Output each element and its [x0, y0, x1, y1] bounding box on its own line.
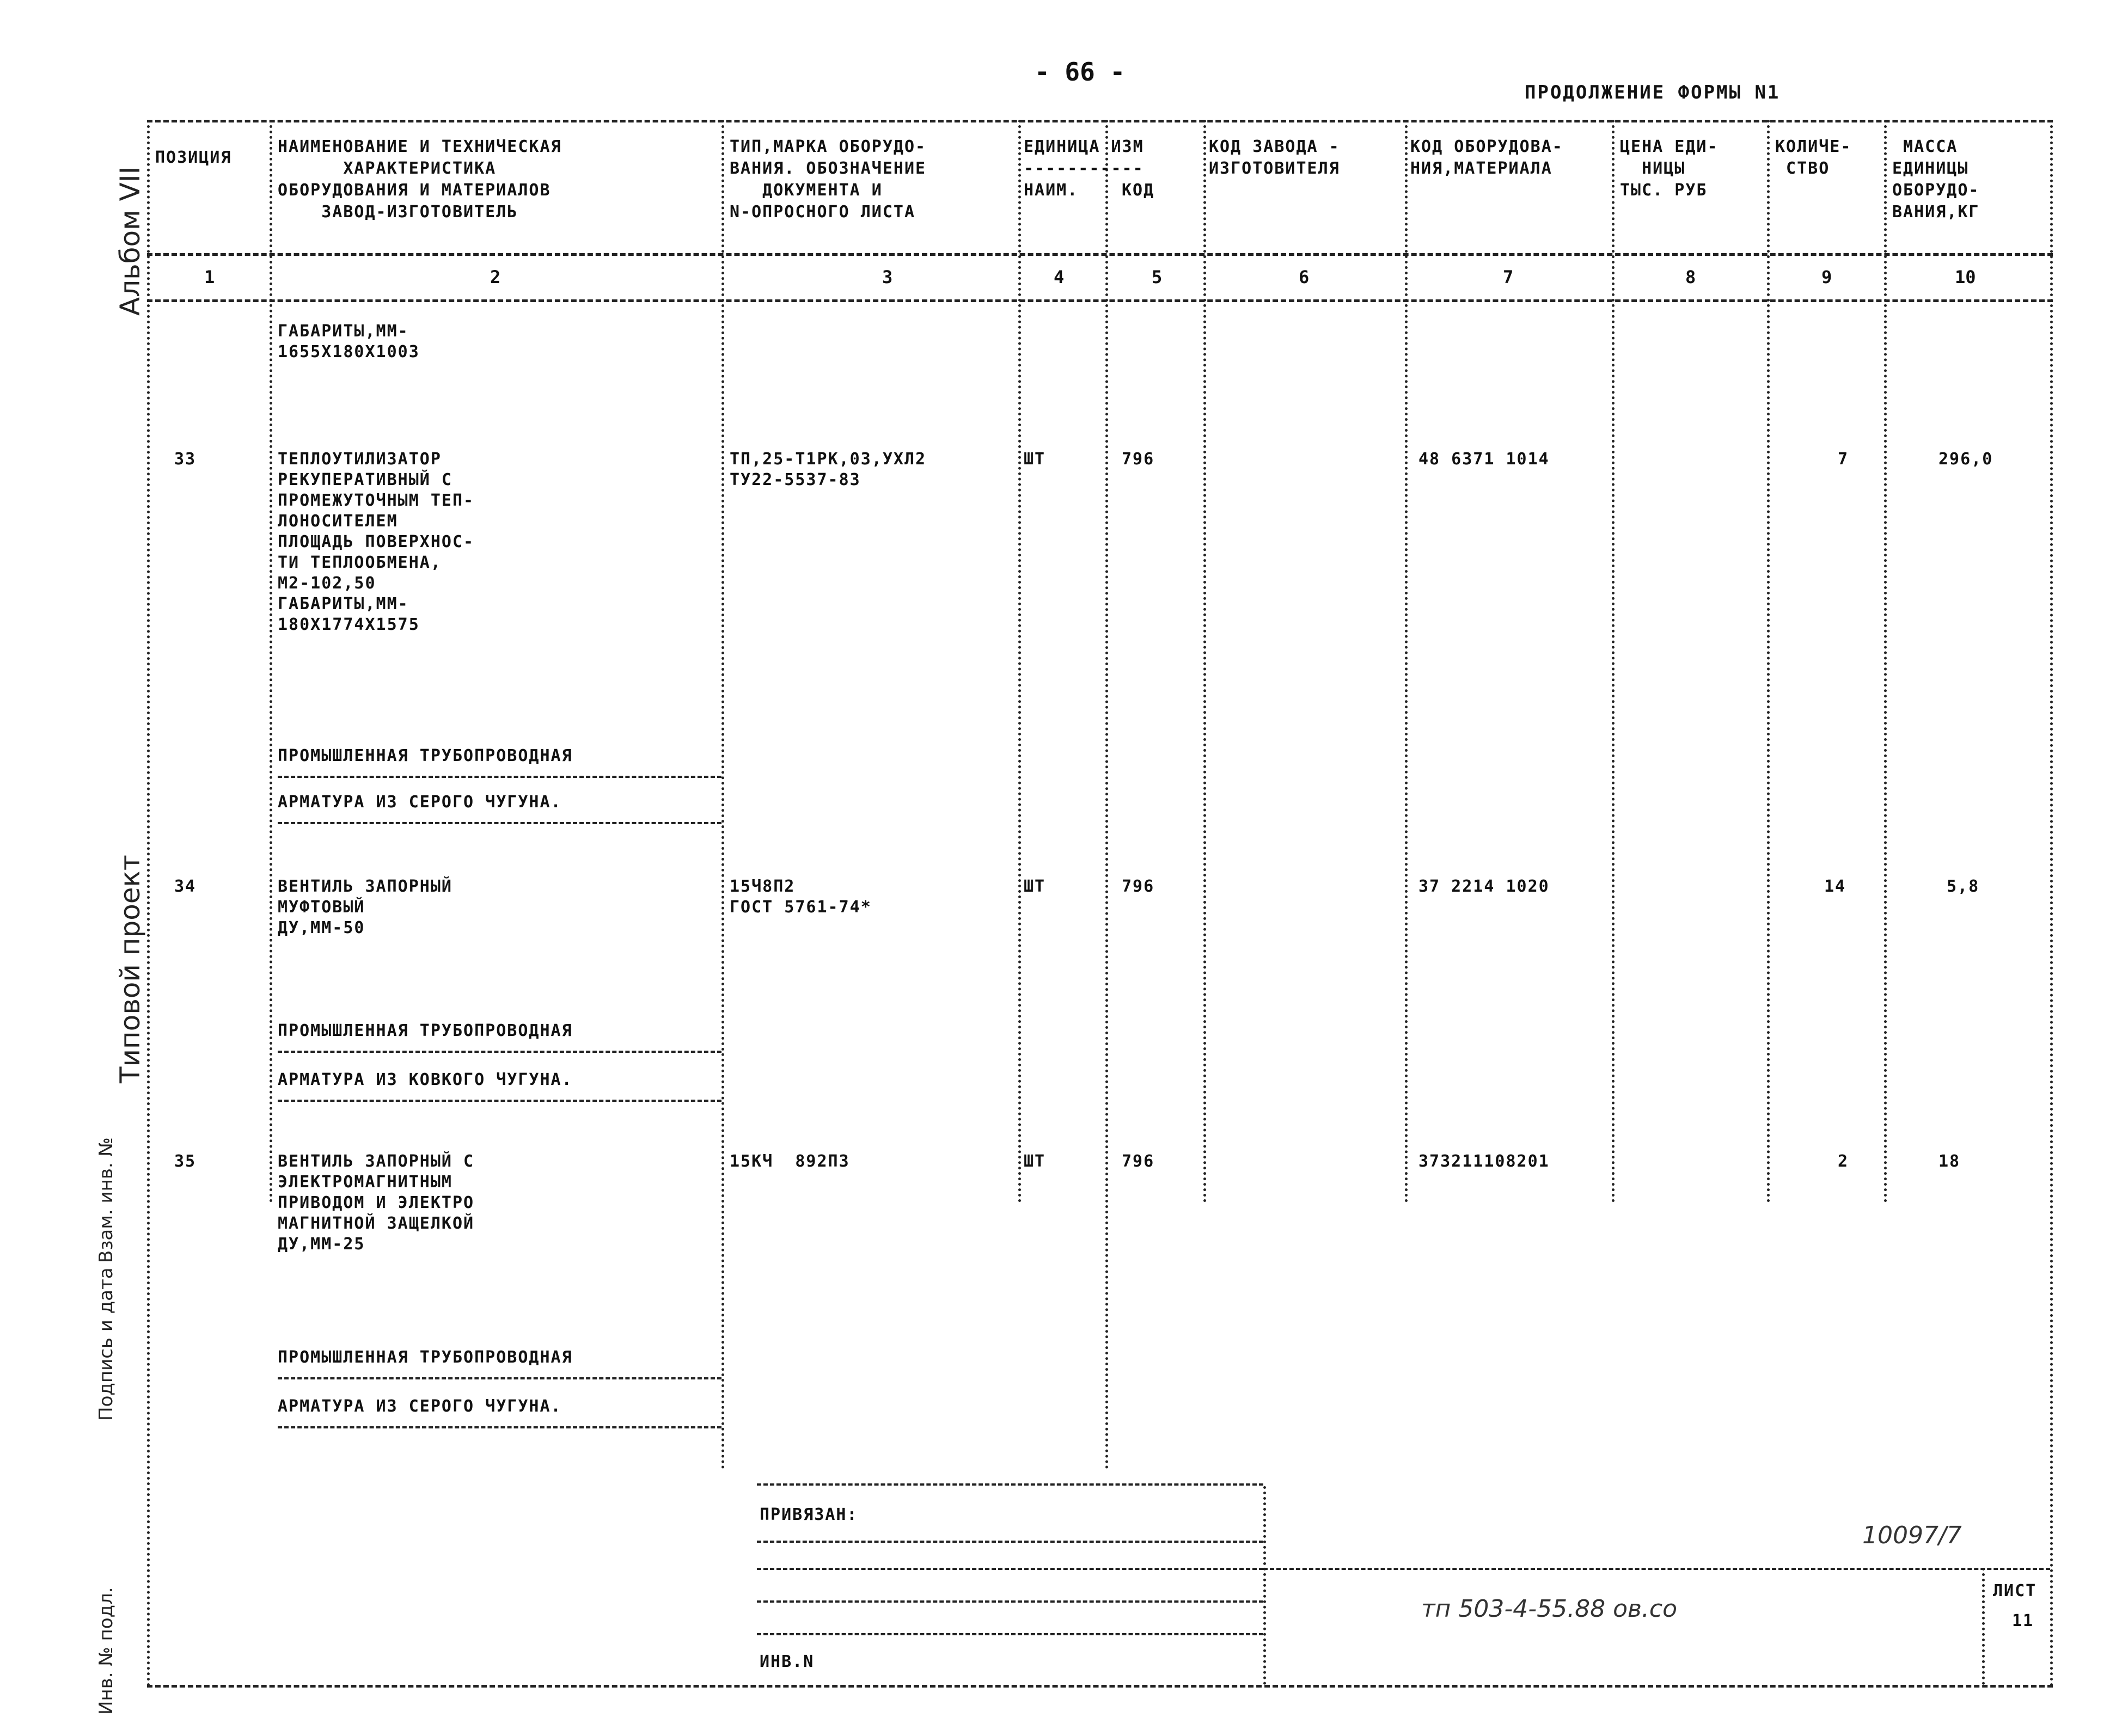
category-2-bottom-divider	[278, 1100, 721, 1102]
inv-label: ИНВ.N	[760, 1652, 815, 1671]
row-33-equipment-code: 48 6371 1014	[1418, 450, 1550, 469]
row-34-quantity: 14	[1824, 877, 1846, 896]
row-33-quantity: 7	[1838, 450, 1849, 469]
stamp-rule-4	[757, 1600, 1263, 1603]
page-number: - 66 -	[1035, 57, 1126, 87]
col-rule-10	[2050, 120, 2053, 1688]
row-34-position: 34	[174, 877, 197, 896]
header-name: НАИМЕНОВАНИЕ И ТЕХНИЧЕСКАЯ ХАРАКТЕРИСТИКА ОБОРУДОВАНИЯ И МАТЕРИАЛОВ ЗАВОД-ИЗГОТОВИТЕЛЬ	[278, 137, 562, 222]
row-34-code: 796	[1122, 877, 1155, 896]
header-mass: МАССА ЕДИНИЦЫ ОБОРУДО- ВАНИЯ,КГ	[1892, 137, 1980, 222]
header-factory-code: КОД ЗАВОДА - ИЗГОТОВИТЕЛЯ	[1209, 137, 1340, 178]
row-34-name: ВЕНТИЛЬ ЗАПОРНЫЙ МУФТОВЫЙ ДУ,ММ-50	[278, 877, 452, 937]
category-3-line-1: ПРОМЫШЛЕННАЯ ТРУБОПРОВОДНАЯ	[278, 1348, 573, 1367]
header-equipment-code: КОД ОБОРУДОВА- НИЯ,МАТЕРИАЛА	[1410, 137, 1563, 178]
category-3-bottom-divider	[278, 1426, 721, 1428]
header-price: ЦЕНА ЕДИ- НИЦЫ ТЫС. РУБ	[1620, 137, 1719, 200]
row-33-mass: 296,0	[1938, 450, 1993, 469]
side-label-signature-date: Подпись и дата	[95, 1267, 117, 1421]
row-34-type: 15Ч8П2 ГОСТ 5761-74*	[730, 877, 872, 917]
row-35-quantity: 2	[1838, 1152, 1849, 1171]
sheet-label: ЛИСТ	[1993, 1581, 2037, 1600]
row-35-equipment-code: 373211108201	[1418, 1152, 1550, 1171]
stamp-top-rule	[757, 1483, 1263, 1486]
bound-label: ПРИВЯЗАН:	[760, 1505, 858, 1524]
col-rule-4	[1105, 120, 1108, 1470]
column-number-6: 6	[1299, 267, 1310, 287]
header-code: КОД	[1122, 181, 1155, 200]
row-35-type: 15КЧ 892П3	[730, 1152, 850, 1171]
column-number-7: 7	[1503, 267, 1514, 287]
side-label-inv-orig: Инв. № подл.	[95, 1587, 117, 1715]
header-position: ПОЗИЦИЯ	[155, 148, 232, 167]
category-3-line-2: АРМАТУРА ИЗ СЕРОГО ЧУГУНА.	[278, 1397, 562, 1416]
column-number-5: 5	[1152, 267, 1163, 287]
column-number-10: 10	[1955, 267, 1976, 287]
row-35-mass: 18	[1938, 1152, 1961, 1171]
row-33-code: 796	[1122, 450, 1155, 469]
category-1-line-2: АРМАТУРА ИЗ СЕРОГО ЧУГУНА.	[278, 793, 562, 812]
stamp-right-rule	[1263, 1568, 2050, 1570]
column-number-4: 4	[1054, 267, 1065, 287]
row-34-equipment-code: 37 2214 1020	[1418, 877, 1550, 896]
column-number-9: 9	[1821, 267, 1832, 287]
side-label-replace-inv: Взам. инв. №	[95, 1137, 117, 1263]
header-quantity: КОЛИЧЕ- СТВО	[1775, 137, 1852, 178]
category-3-divider	[278, 1377, 721, 1379]
header-unit: ЕДИНИЦА ИЗМ ----------- НАИМ.	[1024, 137, 1144, 200]
archive-number: 10097/7	[1862, 1522, 1962, 1549]
row-0-name: ГАБАРИТЫ,ММ- 1655X180X1003	[278, 322, 420, 361]
category-2-divider	[278, 1051, 721, 1053]
column-number-1: 1	[204, 267, 215, 287]
col-rule-1	[270, 120, 272, 1203]
col-rule-0	[147, 120, 150, 1688]
side-label-album: Альбом VII	[114, 166, 146, 316]
sheet-vrule	[1982, 1568, 1985, 1685]
row-33-name: ТЕПЛОУТИЛИЗАТОР РЕКУПЕРАТИВНЫЙ С ПРОМЕЖУТОЧНЫМ ТЕП- ЛОНОСИТЕЛЕМ ПЛОЩАДЬ ПОВЕРХНОС- ТИ ТЕПЛООБМЕНА, М2-102,50 ГАБАРИТЫ,ММ- 180X1774X1575	[278, 450, 475, 634]
col-rule-2	[721, 120, 724, 1470]
header-type: ТИП,МАРКА ОБОРУДО- ВАНИЯ. ОБОЗНАЧЕНИЕ ДОКУМЕНТА И N-ОПРОСНОГО ЛИСТА	[730, 137, 927, 222]
row-35-name: ВЕНТИЛЬ ЗАПОРНЫЙ С ЭЛЕКТРОМАГНИТНЫМ ПРИВОДОМ И ЭЛЕКТРО МАГНИТНОЙ ЗАЩЕЛКОЙ ДУ,ММ-25	[278, 1152, 475, 1254]
row-33-type: ТП,25-Т1РК,03,УХЛ2 ТУ22-5537-83	[730, 450, 927, 489]
row-33-unit: ШТ	[1024, 450, 1046, 469]
row-34-unit: ШТ	[1024, 877, 1046, 896]
form-continuation-label: ПРОДОЛЖЕНИЕ ФОРМЫ N1	[1525, 82, 1781, 103]
row-34-mass: 5,8	[1947, 877, 1980, 896]
col-rule-5	[1203, 120, 1206, 1203]
stamp-rule-5	[757, 1633, 1263, 1635]
row-35-code: 796	[1122, 1152, 1155, 1171]
col-rule-7	[1612, 120, 1615, 1203]
row-35-unit: ШТ	[1024, 1152, 1046, 1171]
stamp-rule-2	[757, 1541, 1263, 1543]
col-rule-9	[1884, 120, 1887, 1203]
document-code: тп 503-4-55.88 ов.со	[1421, 1595, 1678, 1623]
col-rule-3	[1018, 120, 1021, 1203]
category-2-line-1: ПРОМЫШЛЕННАЯ ТРУБОПРОВОДНАЯ	[278, 1021, 573, 1040]
column-number-2: 2	[490, 267, 501, 287]
category-1-bottom-divider	[278, 822, 721, 824]
category-1-divider	[278, 776, 721, 778]
stamp-rule-3	[757, 1568, 1263, 1570]
col-rule-8	[1767, 120, 1770, 1203]
table-bottom-rule	[147, 1685, 2053, 1688]
row-33-position: 33	[174, 450, 197, 469]
side-label-project: Типовой проект	[114, 855, 146, 1083]
row-35-position: 35	[174, 1152, 197, 1171]
sheet-number: 11	[2012, 1611, 2034, 1630]
category-2-line-2: АРМАТУРА ИЗ КОВКОГО ЧУГУНА.	[278, 1070, 573, 1089]
column-number-8: 8	[1685, 267, 1696, 287]
stamp-vrule	[1263, 1486, 1266, 1685]
category-1-line-1: ПРОМЫШЛЕННАЯ ТРУБОПРОВОДНАЯ	[278, 746, 573, 765]
col-rule-6	[1405, 120, 1408, 1203]
column-number-3: 3	[882, 267, 893, 287]
